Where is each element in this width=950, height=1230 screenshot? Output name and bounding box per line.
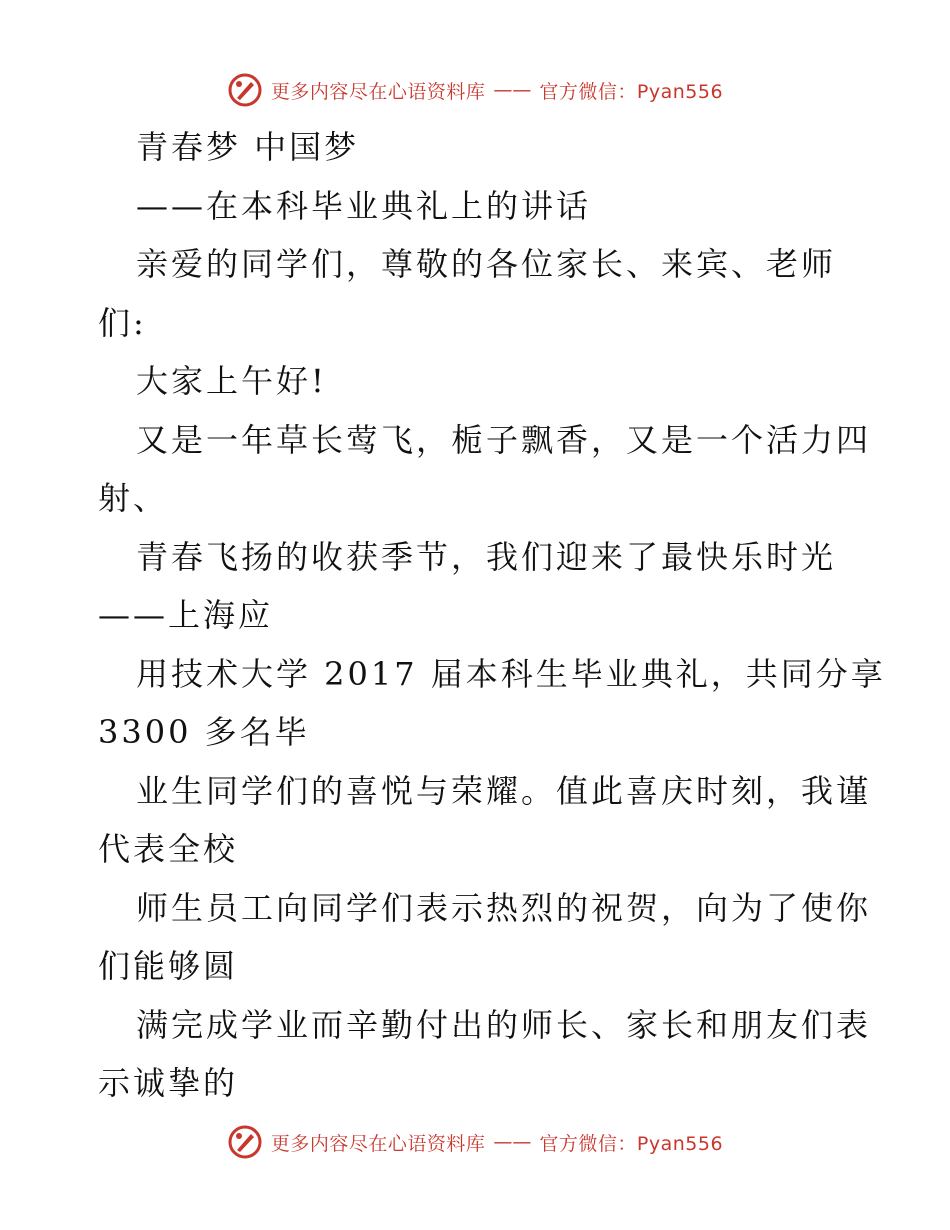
text-line: 代表全校	[98, 830, 239, 868]
text-line: 师生员工向同学们表示热烈的祝贺，向为了使你	[136, 888, 872, 927]
text-line: 示诚挚的	[98, 1064, 239, 1102]
text-line: 亲爱的同学们，尊敬的各位家长、来宾、老师	[136, 245, 837, 283]
quill-logo-icon	[227, 72, 263, 108]
text-line: ——上海应	[98, 596, 274, 634]
text-line: 们能够圆	[98, 947, 239, 985]
watermark-text: 更多内容尽在心语资料库	[270, 1132, 486, 1155]
text-line: 3300 多名毕	[98, 713, 310, 751]
document-body	[98, 118, 886, 1113]
text-line: 业生同学们的喜悦与荣耀。值此喜庆时刻，我谨	[136, 771, 872, 810]
header-watermark	[0, 72, 950, 108]
text-line: ——在本科毕业典礼上的讲话	[136, 186, 592, 225]
watermark-separator: ——	[493, 1131, 532, 1153]
text-line: 大家上午好!	[136, 362, 327, 400]
watermark-text: 更多内容尽在心语资料库	[270, 80, 486, 103]
watermark-separator: ——	[493, 79, 532, 101]
text-line: 青春梦 中国梦	[136, 128, 360, 166]
text-line: 用技术大学 2017 届本科生毕业典礼，共同分享	[136, 654, 886, 693]
text-line: 满完成学业而辛勤付出的师长、家长和朋友们表	[136, 1005, 872, 1044]
quill-logo-icon	[227, 1124, 263, 1160]
text-line: 们:	[98, 303, 147, 342]
watermark-wechat: 官方微信：Pyan556	[539, 80, 724, 103]
text-line: 又是一年草长莺飞，栀子飘香，又是一个活力四	[136, 420, 872, 459]
footer-watermark	[0, 1124, 950, 1160]
text-line: 青春飞扬的收获季节，我们迎来了最快乐时光	[136, 537, 837, 576]
text-line: 射、	[98, 479, 169, 517]
watermark-wechat: 官方微信：Pyan556	[539, 1132, 724, 1155]
